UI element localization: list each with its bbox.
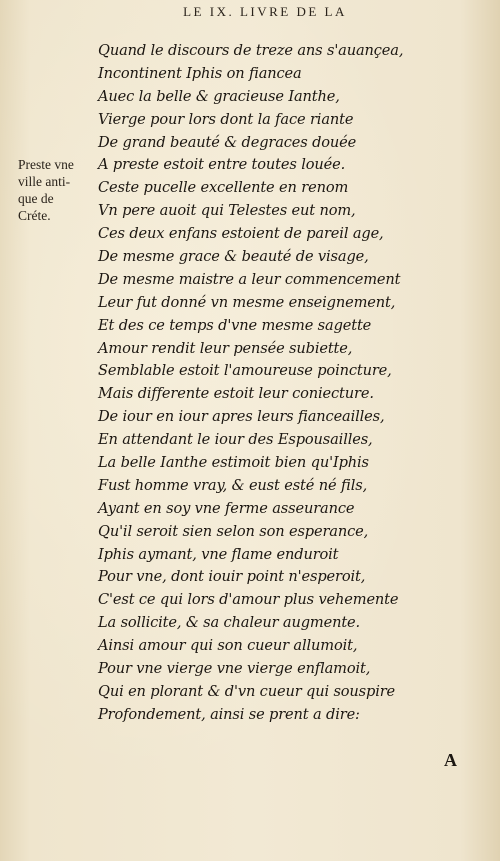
verse-line: Qu'il seroit sien selon son esperance,: [98, 522, 369, 540]
verse-line: Profondement, ainsi se prent a dire:: [98, 705, 360, 723]
verse-line: De mesme grace & beauté de visage,: [98, 248, 369, 266]
verse-line: Vierge pour lors dont la face riante: [98, 110, 354, 128]
catchword: A: [444, 750, 457, 770]
verse-line: Incontinent Iphis on fiancea: [98, 64, 302, 82]
verse-line: Ces deux enfans estoient de pareil age,: [98, 225, 384, 243]
marginal-note-line: que de: [18, 191, 54, 206]
verse-line: Fust homme vray, & eust esté né fils,: [98, 476, 368, 494]
verse-line: Pour vne vierge vne vierge enflamoit,: [98, 660, 371, 678]
verse-line: Leur fut donné vn mesme enseignement,: [98, 293, 396, 311]
marginal-note: [18, 156, 96, 224]
verse-line: A preste estoit entre toutes louée.: [98, 156, 346, 174]
verse-line: De mesme maistre a leur commencement: [98, 270, 401, 288]
verse-line: Ayant en soy vne ferme asseurance: [98, 499, 355, 517]
verse-line: Et des ce temps d'vne mesme sagette: [98, 316, 372, 334]
verse-line: Ainsi amour qui son cueur allumoit,: [98, 637, 358, 655]
verse-line: La belle Ianthe estimoit bien qu'Iphis: [98, 454, 369, 472]
verse-block: [98, 40, 488, 727]
verse-line: En attendant le iour des Espousailles,: [98, 431, 373, 449]
verse-line: Auec la belle & gracieuse Ianthe,: [98, 87, 340, 105]
marginal-note-line: Preste vne: [18, 157, 74, 172]
verse-line: De iour en iour apres leurs fianceailles,: [98, 408, 385, 426]
verse-line: La sollicite, & sa chaleur augmente.: [98, 614, 361, 632]
verse-line: Ceste pucelle excellente en renom: [98, 179, 349, 197]
verse-line: Amour rendit leur pensée subiette,: [98, 339, 353, 357]
marginal-note-line: Créte.: [18, 208, 51, 223]
verse-line: De grand beauté & degraces douée: [98, 133, 357, 151]
verse-line: Pour vne, dont iouir point n'esperoit,: [98, 568, 366, 586]
verse-line: Quand le discours de treze ans s'auançea,: [98, 42, 404, 59]
verse-line: Semblable estoit l'amoureuse poincture,: [98, 362, 392, 380]
verse-line: Qui en plorant & d'vn cueur qui souspire: [98, 682, 396, 700]
running-head: LE IX. LIVRE DE LA: [183, 4, 347, 19]
verse-line: Mais differente estoit leur coniecture.: [98, 385, 374, 403]
verse-line: Vn pere auoit qui Telestes eut nom,: [98, 202, 356, 220]
verse-line: Iphis aymant, vne flame enduroit: [98, 545, 339, 563]
marginal-note-line: ville anti-: [18, 174, 71, 189]
verse-line: C'est ce qui lors d'amour plus vehemente: [98, 591, 399, 609]
